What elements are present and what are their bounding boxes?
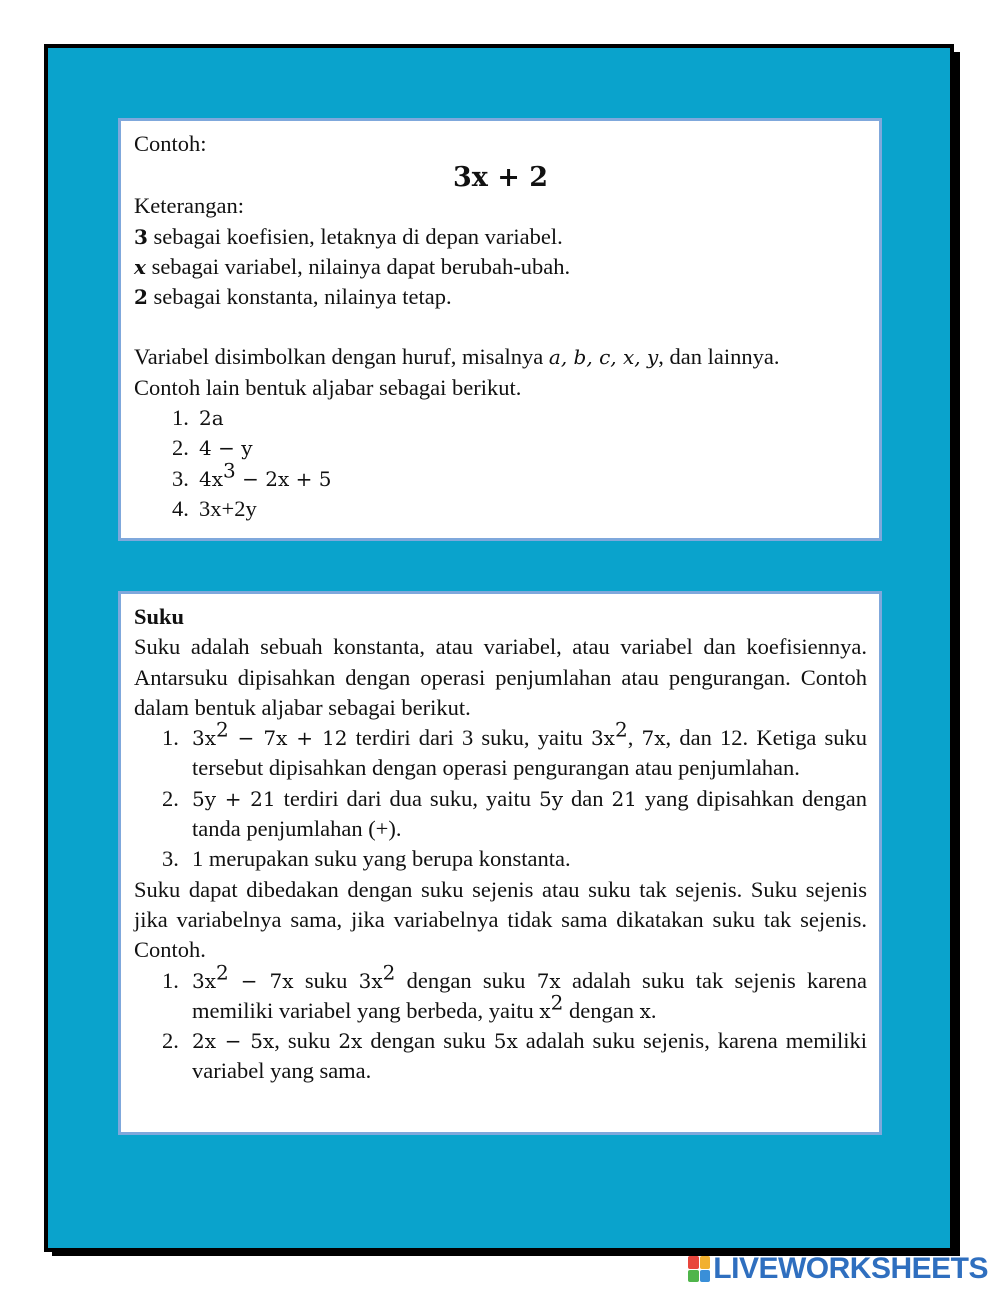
list-item: 1. 2a	[172, 405, 224, 431]
list-item: 3. 1 merupakan suku yang berupa konstanta.	[162, 846, 571, 872]
list-item: 2. 5y + 21 terdiri dari dua suku, yaitu 5y dan 21 yang dipisahkan dengan tanda penjumlahan (+).	[162, 785, 867, 842]
suku-sejenis-text: Suku dapat dibedakan dengan suku sejenis atau suku tak sejenis. Suku sejenis jika variabelnya sama, jika variabelnya tidak sama dikatakan suku tak sejenis. Contoh.	[134, 876, 867, 963]
example-list	[134, 403, 867, 524]
variable-symbols-text: Variabel disimbolkan dengan huruf, misalnya a, b, c, x, y, dan lainnya.	[134, 344, 780, 370]
other-examples-text: Contoh lain bentuk aljabar sebagai berikut.	[134, 374, 522, 400]
suku-intro: Suku adalah sebuah konstanta, atau variabel, atau variabel dan koefisiennya. Antarsuku dipisahkan dengan operasi penjumlahan atau pengurangan. Contoh dalam bentuk aljabar sebagai berikut.	[134, 634, 867, 720]
logo-text: LIVEWORKSHEETS	[713, 1252, 988, 1285]
list-item: 3. $4x^3 - 2x + 5$	[172, 458, 332, 491]
suku-card	[118, 591, 882, 1135]
list-item: 4. 3x+2y	[172, 495, 257, 521]
logo-square	[688, 1270, 699, 1283]
list-item: 2. 4 − y	[172, 435, 253, 461]
list-item: 1. $3x^2 - 7x$ suku $3x^2$ dengan suku 7x adalah suku tak sejenis karena memiliki variabel yang berbeda, yaitu $x^2$ dengan x.	[162, 960, 868, 1023]
liveworksheets-logo[interactable]	[688, 1254, 988, 1284]
keterangan-label: Keterangan:	[134, 193, 244, 219]
coefficient-note: 3 sebagai koefisien, letaknya di depan variabel.	[134, 223, 563, 249]
example-label: Contoh:	[134, 131, 207, 156]
list-item: 1. $3x^2 - 7x + 12$ terdiri dari 3 suku, yaitu $3x^2$, 7x, dan 12. Ketiga suku tersebut dipisahkan dengan operasi pengurangan atau penjumlahan.	[162, 717, 868, 781]
main-formula: 3x + 2	[452, 162, 549, 194]
section-heading: Suku	[134, 604, 185, 629]
logo-square	[700, 1256, 711, 1269]
logo-icon	[688, 1256, 710, 1282]
list-item: 2. 2x − 5x, suku 2x dengan suku 5x adalah suku sejenis, karena memiliki variabel yang sama.	[162, 1028, 867, 1084]
constant-note: 2 sebagai konstanta, nilainya tetap.	[134, 284, 452, 310]
logo-square	[700, 1270, 711, 1283]
sejenis-example-list	[134, 960, 868, 1087]
variable-note: x sebagai variabel, nilainya dapat berubah-ubah.	[134, 253, 571, 279]
suku-example-list	[134, 717, 868, 874]
example-card	[118, 118, 882, 541]
logo-square	[688, 1256, 699, 1269]
